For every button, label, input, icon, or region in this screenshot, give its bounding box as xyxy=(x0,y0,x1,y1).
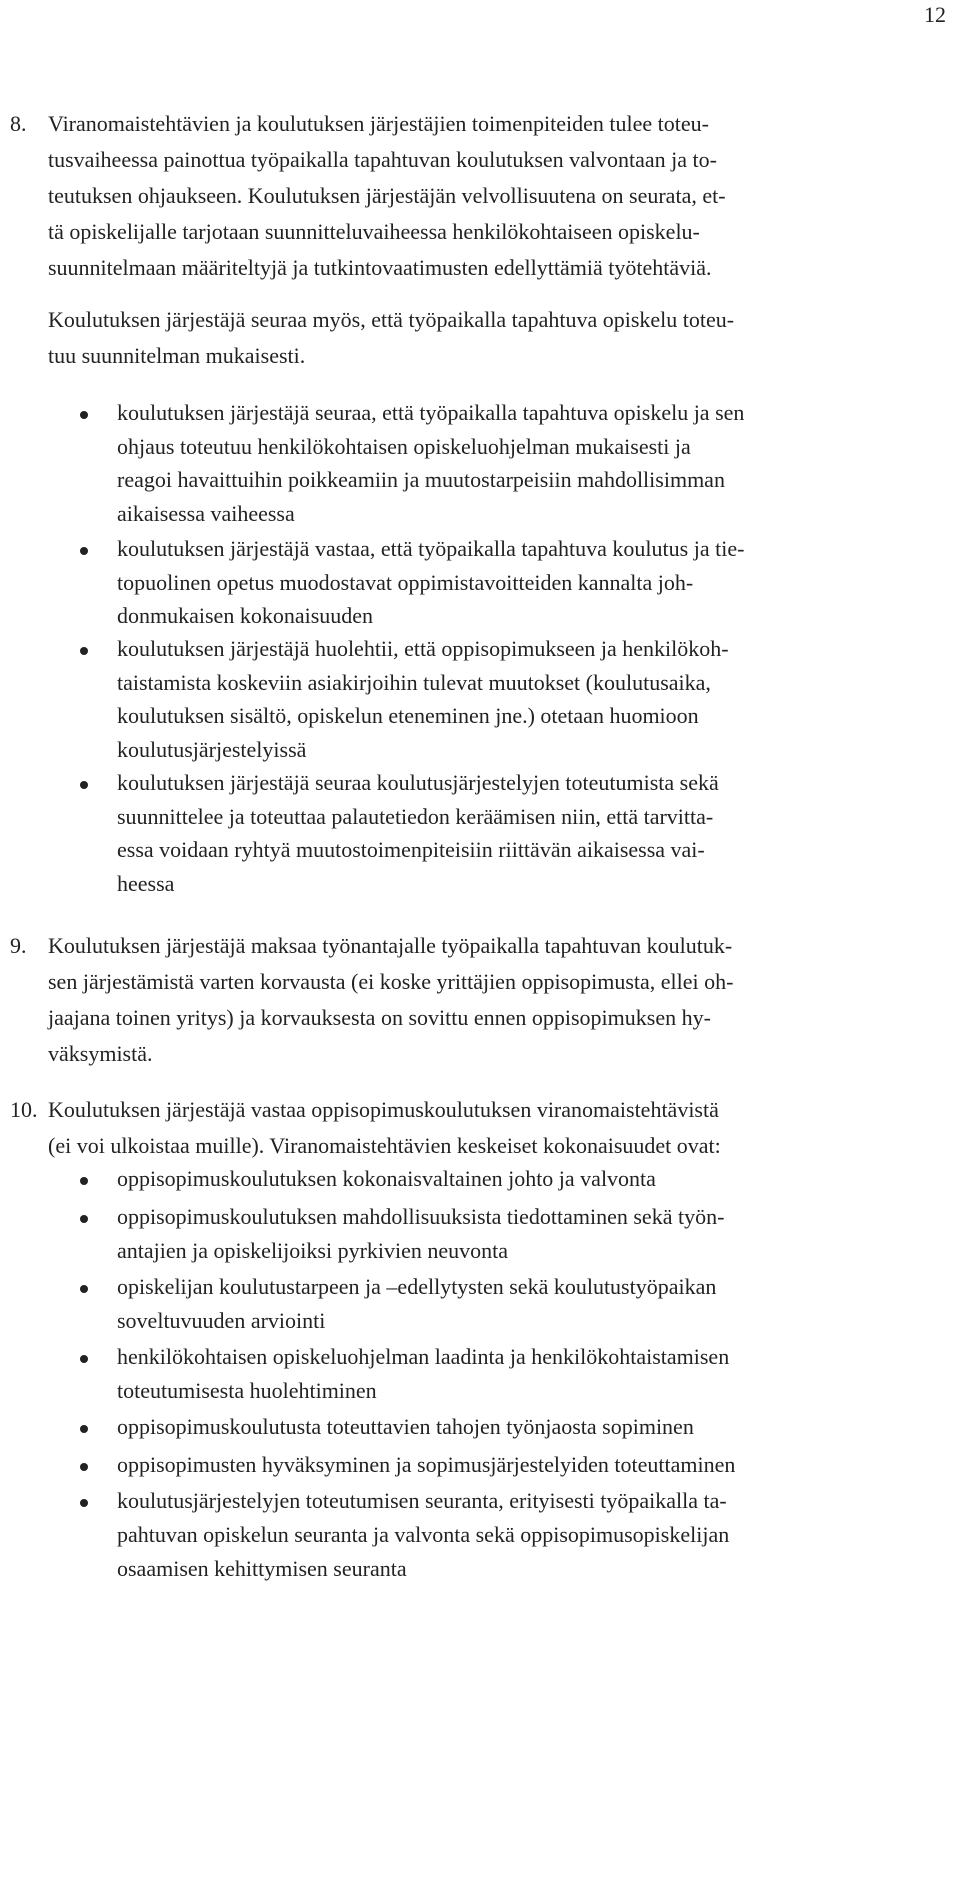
bullet-dot xyxy=(80,1177,88,1185)
bullet-dot xyxy=(80,1355,88,1363)
bullet-item xyxy=(80,1484,729,1586)
text-line: donmukaisen kokonaisuuden xyxy=(117,603,374,628)
text-line: koulutusjärjestelyjen toteutumisen seuranta, erityisesti työpaikalla ta- xyxy=(117,1488,727,1513)
item-number: 10. xyxy=(10,1097,38,1122)
text-line: koulutuksen järjestäjä huolehtii, että oppisopimukseen ja henkilökoh- xyxy=(117,636,729,661)
text-line: osaamisen kehittymisen seuranta xyxy=(117,1556,407,1581)
text-line: soveltuvuuden arviointi xyxy=(117,1308,326,1333)
text-line: topuolinen opetus muodostavat oppimistavoitteiden kannalta joh- xyxy=(117,569,694,595)
bullet-dot xyxy=(80,1285,88,1293)
text-line: väksymistä. xyxy=(48,1041,153,1066)
bullet-dot xyxy=(80,1425,88,1433)
text-line: koulutuksen järjestäjä seuraa, että työpaikalla tapahtuva opiskelu ja sen xyxy=(117,400,745,425)
bullet-dot xyxy=(80,1463,88,1471)
text-line: reagoi havaittuihin poikkeamiin ja muutostarpeisiin mahdollisimman xyxy=(117,467,725,492)
text-line: koulutuksen järjestäjä vastaa, että työpaikalla tapahtuva koulutus ja tie- xyxy=(117,536,745,561)
bullet-item xyxy=(80,632,729,766)
text-line: oppisopimusten hyväksyminen ja sopimusjärjestelyiden toteuttaminen xyxy=(117,1452,736,1477)
bullet-item xyxy=(80,1162,656,1196)
bullet-item xyxy=(80,1340,729,1408)
text-line: aikaisessa vaiheessa xyxy=(117,500,295,526)
bullet-item xyxy=(80,766,719,900)
text-line: teutuksen ohjaukseen. Koulutuksen järjestäjän velvollisuutena on seurata, et- xyxy=(48,183,726,208)
text-line: koulutusjärjestelyissä xyxy=(117,736,307,762)
text-line: tusvaiheessa painottua työpaikalla tapahtuvan koulutuksen valvontaan ja to- xyxy=(48,147,717,172)
text-line: opiskelijan koulutustarpeen ja –edellytysten sekä koulutustyöpaikan xyxy=(117,1274,717,1299)
text-line: essa voidaan ryhtyä muutostoimenpiteisiin riittävän aikaisessa vai- xyxy=(117,837,705,862)
bullet-item xyxy=(80,1410,694,1444)
bullet-item xyxy=(80,396,744,530)
text-line: oppisopimuskoulutuksen mahdollisuuksista tiedottaminen sekä työn- xyxy=(117,1204,725,1229)
text-line: toteutumisesta huolehtiminen xyxy=(117,1378,377,1403)
bullet-dot xyxy=(80,1499,88,1507)
text-line: Koulutuksen järjestäjä maksaa työnantajalle työpaikalla tapahtuvan koulutuk- xyxy=(48,933,733,958)
bullet-dot xyxy=(80,547,88,555)
bullet-dot xyxy=(80,1215,88,1223)
page-number: 12 xyxy=(924,2,946,27)
item-number: 9. xyxy=(10,933,27,958)
text-line: suunnitelmaan määriteltyjä ja tutkintovaatimusten edellyttämiä työtehtäviä. xyxy=(48,255,712,280)
text-line: ohjaus toteutuu henkilökohtaisen opiskeluohjelman mukaisesti ja xyxy=(117,433,691,459)
bullet-item xyxy=(80,532,744,633)
bullet-dot xyxy=(80,647,88,655)
text-line: heessa xyxy=(117,870,175,896)
text-line: oppisopimuskoulutuksen kokonaisvaltainen johto ja valvonta xyxy=(117,1166,656,1191)
text-line: sen järjestämistä varten korvausta (ei koske yrittäjien oppisopimusta, ellei oh- xyxy=(48,969,734,994)
text-line: koulutuksen järjestäjä seuraa koulutusjärjestelyjen toteutumista sekä xyxy=(117,770,719,795)
text-line: tuu suunnitelman mukaisesti. xyxy=(48,343,306,368)
text-line: koulutuksen sisältö, opiskelun eteneminen jne.) otetaan huomioon xyxy=(117,703,699,728)
text-line: oppisopimuskoulutusta toteuttavien tahojen työnjaosta sopiminen xyxy=(117,1414,694,1439)
paragraph xyxy=(48,106,940,286)
text-line: Koulutuksen järjestäjä seuraa myös, että työpaikalla tapahtuva opiskelu toteu- xyxy=(48,307,735,332)
item-number: 8. xyxy=(10,111,27,136)
bullet-item xyxy=(80,1270,716,1338)
bullet-item xyxy=(80,1448,735,1482)
text-line: suunnittelee ja toteuttaa palautetiedon keräämisen niin, että tarvitta- xyxy=(117,803,714,829)
bullet-dot xyxy=(80,781,88,789)
bullet-dot xyxy=(80,411,88,419)
bullet-item xyxy=(80,1200,724,1268)
text-line: jaajana toinen yritys) ja korvauksesta on sovittu ennen oppisopimuksen hy- xyxy=(48,1005,711,1030)
text-line: henkilökohtaisen opiskeluohjelman laadinta ja henkilökohtaistamisen xyxy=(117,1344,730,1369)
text-line: antajien ja opiskelijoiksi pyrkivien neuvonta xyxy=(117,1238,509,1263)
text-line: Koulutuksen järjestäjä vastaa oppisopimuskoulutuksen viranomaistehtävistä xyxy=(48,1097,719,1122)
text-line: Viranomaistehtävien ja koulutuksen järjestäjien toimenpiteiden tulee toteu- xyxy=(48,111,709,136)
paragraph xyxy=(48,302,734,374)
text-line: pahtuvan opiskelun seuranta ja valvonta sekä oppisopimusopiskelijan xyxy=(117,1522,730,1547)
text-line: tä opiskelijalle tarjotaan suunnitteluvaiheessa henkilökohtaiseen opiskelu- xyxy=(48,219,700,244)
text-line: taistamista koskeviin asiakirjoihin tulevat muutokset (koulutusaika, xyxy=(117,669,711,695)
text-line: (ei voi ulkoistaa muille). Viranomaistehtävien keskeiset kokonaisuudet ovat: xyxy=(48,1133,721,1158)
